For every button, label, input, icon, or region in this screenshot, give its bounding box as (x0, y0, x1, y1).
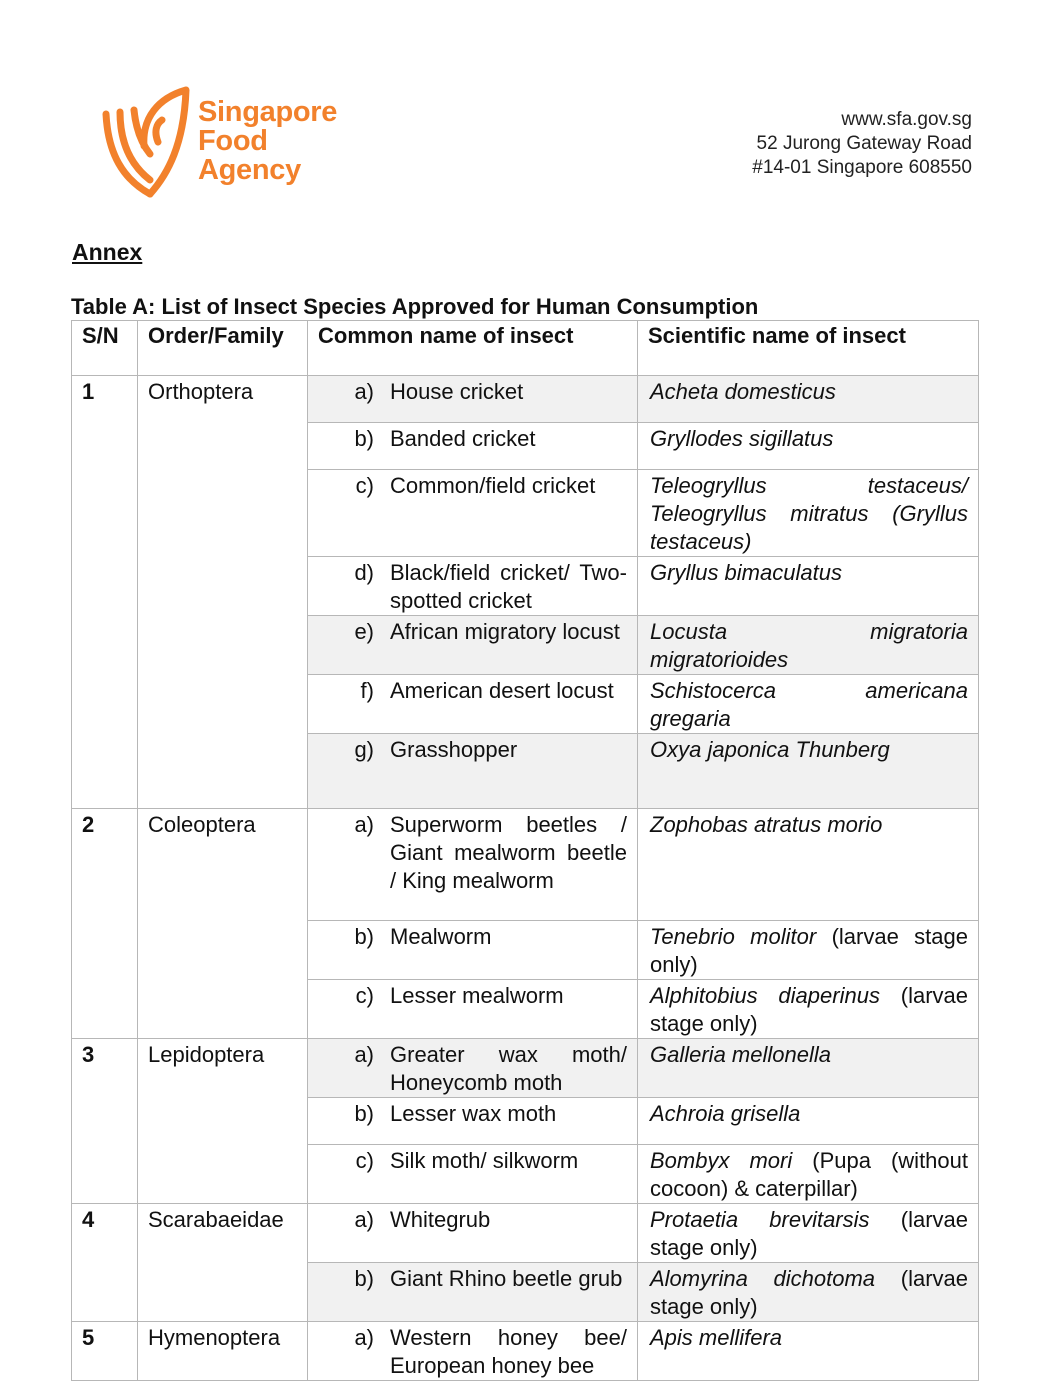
item-label: a) (354, 1325, 374, 1350)
scientific-name-text: Schistocerca americana gregaria (650, 678, 968, 731)
common-name-cell (308, 557, 638, 616)
item-label: b) (354, 426, 374, 451)
stage-note: (Pupa (without cocoon) & caterpillar) (650, 1148, 968, 1201)
scientific-name-cell (638, 921, 979, 980)
sfa-logo (98, 84, 358, 202)
item-label: a) (354, 812, 374, 837)
scientific-name-text: Achroia grisella (650, 1101, 801, 1126)
scientific-name-cell (638, 376, 979, 423)
scientific-name-text: Locusta migratoria migratorioides (650, 619, 968, 672)
scientific-name-text: Alomyrina dichotoma (650, 1266, 876, 1291)
stage-note: (larvae stage only) (650, 924, 969, 977)
item-label: c) (355, 473, 374, 498)
common-name-text: Black/field cricket/ Two-spotted cricket (390, 560, 627, 613)
common-name-text: Western honey bee/ European honey bee (390, 1325, 627, 1378)
address-line-1: 52 Jurong Gateway Road (756, 133, 972, 154)
scientific-name-cell (638, 675, 979, 734)
common-name-cell (308, 1204, 638, 1263)
scientific-name-text: Gryllus bimaculatus (650, 560, 842, 585)
sfa-leaf-logo-icon (98, 84, 198, 202)
order-family-cell: Coleoptera (138, 809, 308, 1039)
common-name-text: House cricket (390, 379, 524, 404)
common-name-text: Banded cricket (390, 426, 536, 451)
table-caption: Table A: List of Insect Species Approved for Human Consumption (71, 294, 759, 319)
scientific-name-text: Oxya japonica Thunberg (650, 737, 890, 762)
common-name-cell (308, 1145, 638, 1204)
scientific-name-cell (638, 1204, 979, 1263)
common-name-cell (308, 1039, 638, 1098)
order-family-cell: Scarabaeidae (138, 1204, 308, 1322)
common-name-text: Giant Rhino beetle grub (390, 1266, 623, 1291)
header-order-family: Order/Family (138, 321, 308, 376)
scientific-name-cell (638, 734, 979, 809)
common-name-cell (308, 675, 638, 734)
sn-cell: 1 (72, 376, 138, 809)
scientific-name-text: Protaetia brevitarsis (650, 1207, 870, 1232)
table-row (72, 1322, 979, 1381)
scientific-name-cell (638, 1263, 979, 1322)
item-label: b) (354, 1101, 374, 1126)
common-name-cell (308, 1263, 638, 1322)
address-line-2: #14-01 Singapore 608550 (752, 157, 972, 178)
scientific-name-cell (638, 980, 979, 1039)
brand-line-3: Agency (198, 154, 301, 186)
scientific-name-text: Teleogryllus testaceus/ Teleogryllus mitratus (Gryllus testaceus) (650, 473, 968, 554)
item-label: c) (355, 1148, 374, 1173)
item-label: e) (354, 619, 374, 644)
table-row (72, 1039, 979, 1098)
stage-note: (larvae stage only) (650, 983, 968, 1036)
common-name-text: American desert locust (390, 678, 614, 703)
brand-line-2: Food (198, 125, 268, 157)
header-scientific-name: Scientific name of insect (638, 321, 979, 376)
brand-name (198, 98, 337, 185)
common-name-cell (308, 616, 638, 675)
order-family-cell: Lepidoptera (138, 1039, 308, 1204)
item-label: b) (354, 924, 374, 949)
sn-cell: 4 (72, 1204, 138, 1322)
scientific-name-cell (638, 470, 979, 557)
scientific-name-text: Tenebrio molitor (650, 924, 817, 949)
scientific-name-cell (638, 423, 979, 470)
common-name-cell (308, 470, 638, 557)
table-row (72, 376, 979, 423)
scientific-name-text: Apis mellifera (650, 1325, 783, 1350)
annex-title: Annex (72, 239, 143, 265)
common-name-text: Grasshopper (390, 737, 518, 762)
insect-species-table (71, 320, 979, 1381)
item-label: a) (354, 1207, 374, 1232)
scientific-name-cell (638, 616, 979, 675)
order-family-cell: Orthoptera (138, 376, 308, 809)
common-name-cell (308, 423, 638, 470)
sn-cell: 3 (72, 1039, 138, 1204)
header-sn: S/N (72, 321, 138, 376)
common-name-text: Mealworm (390, 924, 492, 949)
common-name-cell (308, 1098, 638, 1145)
scientific-name-text: Gryllodes sigillatus (650, 426, 834, 451)
common-name-cell (308, 1322, 638, 1381)
scientific-name-cell (638, 1145, 979, 1204)
common-name-text: Whitegrub (390, 1207, 491, 1232)
scientific-name-cell (638, 1039, 979, 1098)
common-name-text: African migratory locust (390, 619, 620, 644)
table-row (72, 1204, 979, 1263)
common-name-text: Lesser mealworm (390, 983, 564, 1008)
item-label: c) (355, 983, 374, 1008)
brand-line-1: Singapore (198, 96, 338, 128)
scientific-name-cell (638, 809, 979, 921)
common-name-text: Silk moth/ silkworm (390, 1148, 579, 1173)
scientific-name-text: Zophobas atratus morio (650, 812, 883, 837)
common-name-cell (308, 376, 638, 423)
scientific-name-text: Acheta domesticus (650, 379, 836, 404)
common-name-text: Common/field cricket (390, 473, 596, 498)
common-name-cell (308, 980, 638, 1039)
scientific-name-text: Bombyx mori (650, 1148, 793, 1173)
table-header-row (72, 321, 979, 376)
common-name-text: Lesser wax moth (390, 1101, 557, 1126)
stage-note: (larvae stage only) (650, 1207, 968, 1260)
table-row (72, 809, 979, 921)
common-name-text: Greater wax moth/ Honeycomb moth (390, 1042, 627, 1095)
item-label: a) (354, 379, 374, 404)
scientific-name-cell (638, 1322, 979, 1381)
website: www.sfa.gov.sg (841, 109, 972, 130)
sn-cell: 2 (72, 809, 138, 1039)
common-name-text: Superworm beetles / Giant mealworm beetle / King mealworm (390, 812, 627, 893)
header-common-name: Common name of insect (308, 321, 638, 376)
item-label: b) (354, 1266, 374, 1291)
common-name-cell (308, 734, 638, 809)
sn-cell: 5 (72, 1322, 138, 1381)
scientific-name-text: Alphitobius diaperinus (650, 983, 880, 1008)
scientific-name-text: Galleria mellonella (650, 1042, 831, 1067)
item-label: g) (354, 737, 374, 762)
common-name-cell (308, 809, 638, 921)
order-family-cell: Hymenoptera (138, 1322, 308, 1381)
item-label: d) (354, 560, 374, 585)
common-name-cell (308, 921, 638, 980)
stage-note: (larvae stage only) (650, 1266, 968, 1319)
scientific-name-cell (638, 557, 979, 616)
scientific-name-cell (638, 1098, 979, 1145)
item-label: f) (360, 678, 374, 703)
table-body (72, 376, 979, 1381)
item-label: a) (354, 1042, 374, 1067)
agency-address (752, 108, 972, 180)
